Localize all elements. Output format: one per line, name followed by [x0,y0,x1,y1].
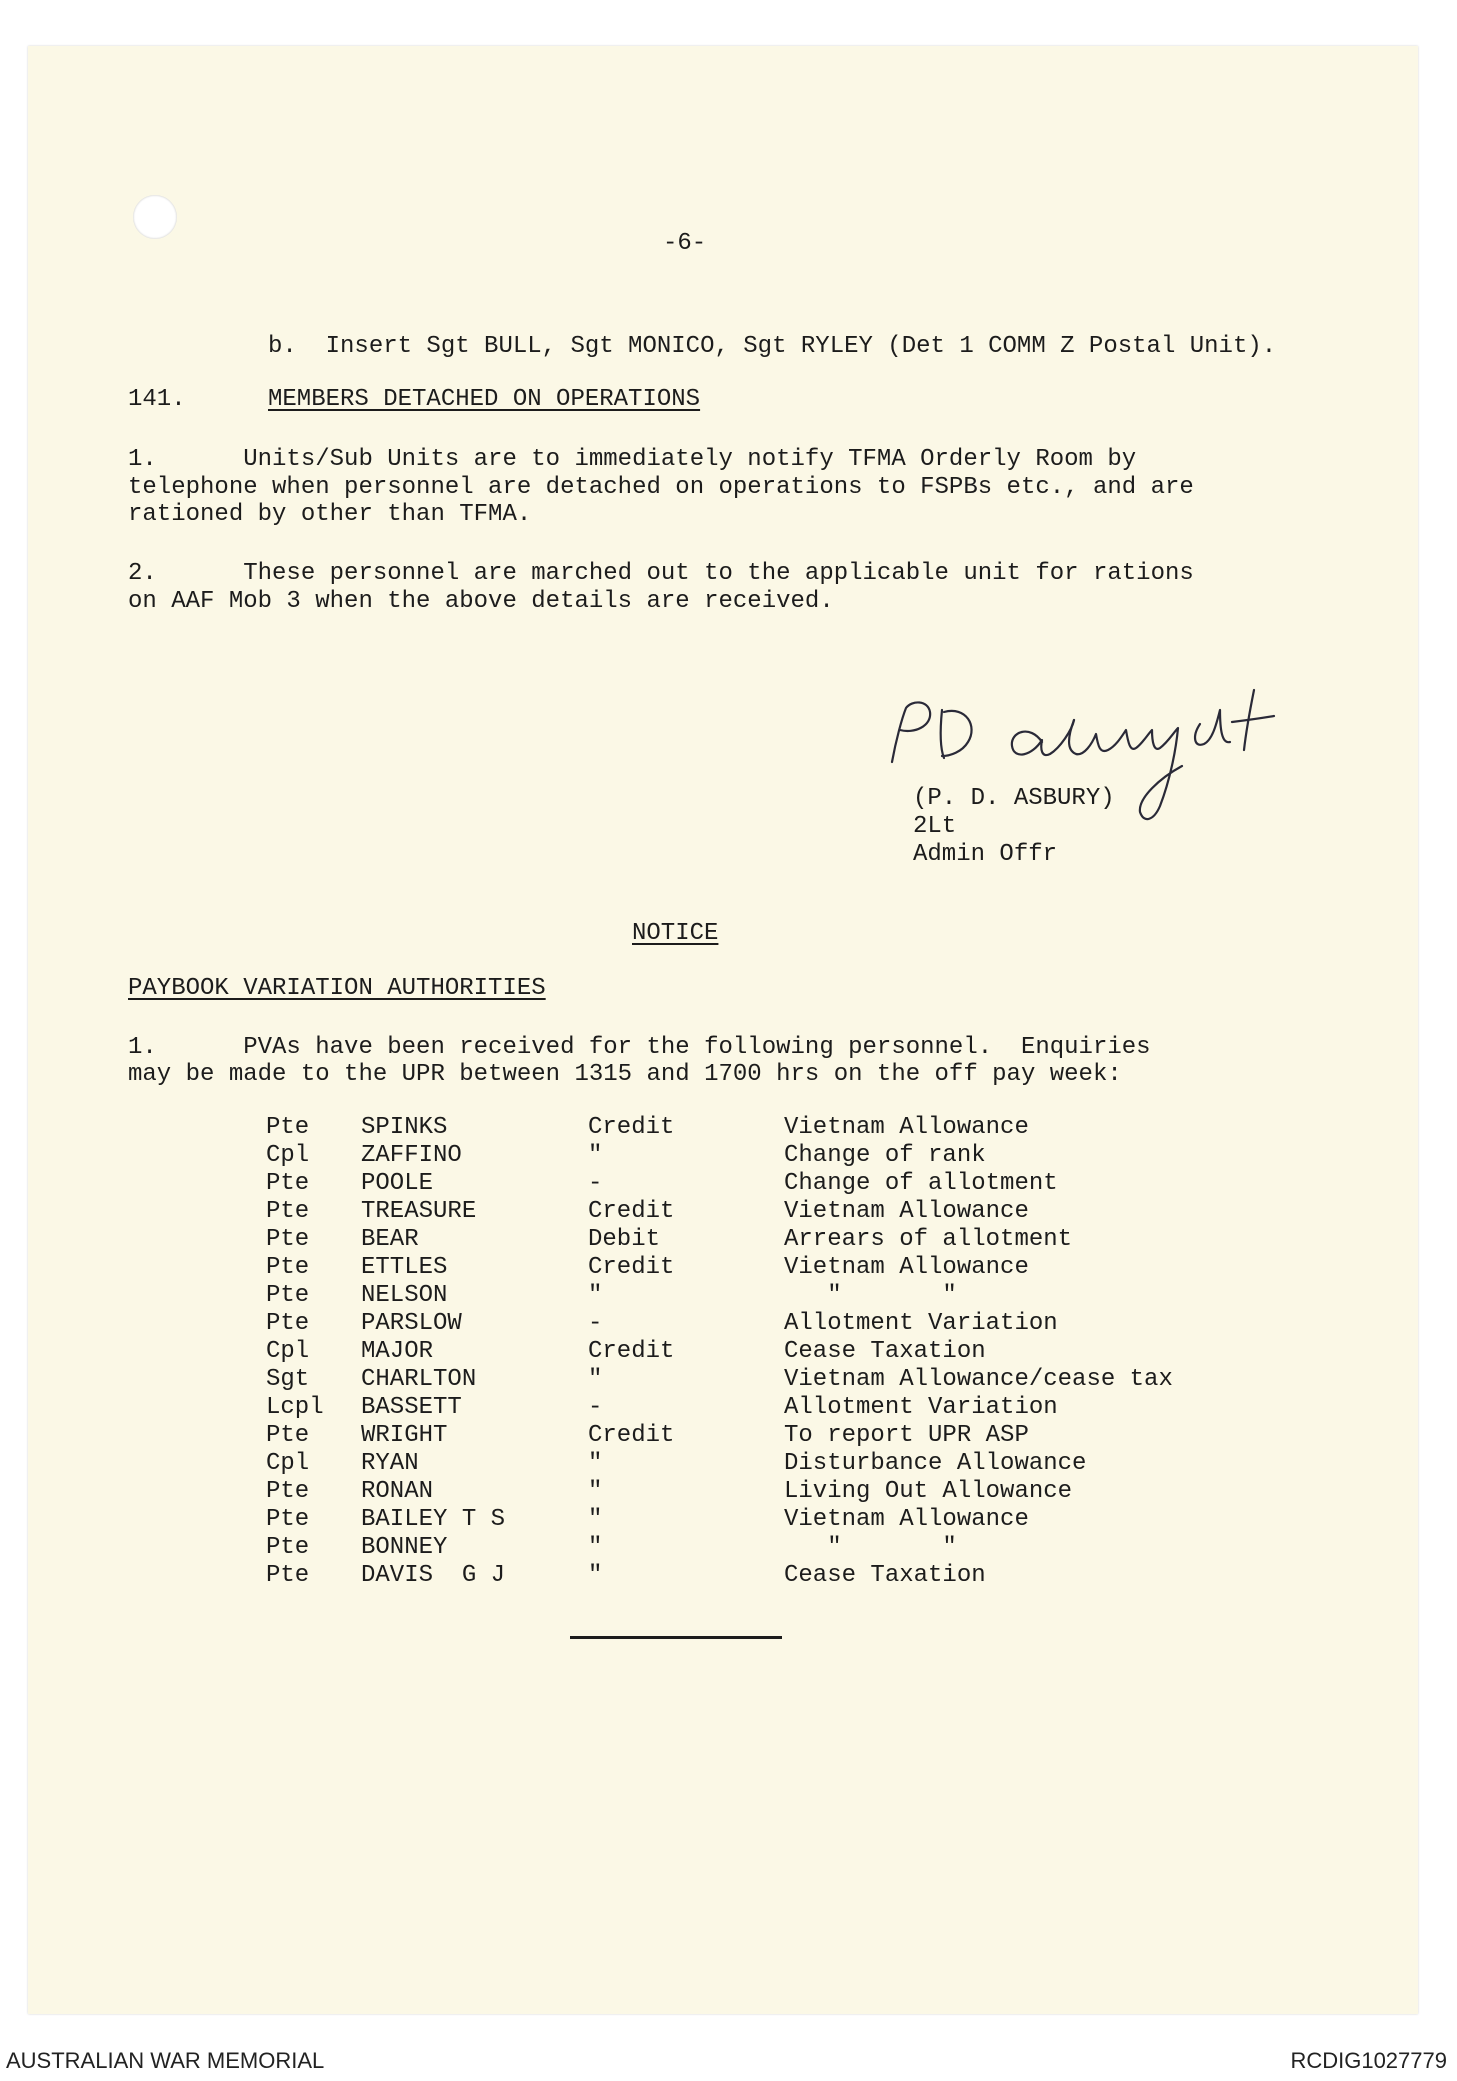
row-note: Cease Taxation [784,1562,986,1589]
pva-para1-line1: 1. PVAs have been received for the following personnel. Enquiries [128,1034,1151,1061]
end-divider [570,1636,782,1639]
row-type: Credit [588,1338,675,1365]
row-rank: Pte [266,1170,310,1197]
row-note: Vietnam Allowance [784,1114,1029,1141]
row-note: Allotment Variation [784,1394,1058,1421]
row-type: Credit [588,1254,675,1281]
row-type: " [588,1366,603,1393]
row-name: ZAFFINO [361,1142,462,1169]
table-row [266,1478,1184,1506]
punch-hole [133,195,177,239]
row-type: - [588,1170,603,1197]
row-note: Living Out Allowance [784,1478,1073,1505]
row-note: " " [784,1282,957,1309]
row-type: " [588,1534,603,1561]
pva-para1-line2: may be made to the UPR between 1315 and 1700 hrs on the off pay week: [128,1061,1122,1088]
row-note: Vietnam Allowance/cease tax [784,1366,1173,1393]
row-name: SPINKS [361,1114,448,1141]
row-type: " [588,1562,603,1589]
table-row [266,1198,1184,1226]
row-rank: Pte [266,1226,310,1253]
row-note: To report UPR ASP [784,1422,1029,1449]
row-note: Change of rank [784,1142,986,1169]
row-note: Disturbance Allowance [784,1450,1087,1477]
table-row [266,1170,1184,1198]
row-rank: Pte [266,1422,310,1449]
footer-record-id: RCDIG1027779 [1290,2048,1447,2073]
row-note: Vietnam Allowance [784,1254,1029,1281]
row-name: BEAR [361,1226,419,1253]
section-title: MEMBERS DETACHED ON OPERATIONS [268,386,701,413]
row-name: BONNEY [361,1534,448,1561]
table-row [266,1366,1184,1394]
row-name: DAVIS G J [361,1562,506,1589]
row-rank: Sgt [266,1366,310,1393]
table-row [266,1450,1184,1478]
table-row [266,1534,1184,1562]
table-row [266,1422,1184,1450]
row-type: " [588,1450,603,1477]
table-row [266,1142,1184,1170]
row-name: RONAN [361,1478,434,1505]
row-name: NELSON [361,1282,448,1309]
row-rank: Cpl [266,1450,310,1477]
row-rank: Cpl [266,1338,310,1365]
row-name: PARSLOW [361,1310,462,1337]
row-rank: Pte [266,1254,310,1281]
table-row [266,1282,1184,1310]
item-b-text: b. Insert Sgt BULL, Sgt MONICO, Sgt RYLEY (Det 1 COMM Z Postal Unit). [268,333,1277,360]
row-type: " [588,1142,603,1169]
row-name: BASSETT [361,1394,462,1421]
table-row [266,1226,1184,1254]
table-row [266,1562,1184,1590]
table-row [266,1394,1184,1422]
pva-title: PAYBOOK VARIATION AUTHORITIES [128,975,546,1002]
table-row [266,1338,1184,1366]
row-rank: Pte [266,1506,310,1533]
row-type: Credit [588,1198,675,1225]
row-rank: Pte [266,1478,310,1505]
footer-archive-name: AUSTRALIAN WAR MEMORIAL [6,2048,325,2073]
notice-heading: NOTICE [632,920,719,947]
row-rank: Pte [266,1282,310,1309]
row-type: " [588,1282,603,1309]
row-rank: Pte [266,1114,310,1141]
row-name: RYAN [361,1450,419,1477]
row-name: POOLE [361,1170,434,1197]
row-type: - [588,1394,603,1421]
row-note: Cease Taxation [784,1338,986,1365]
pva-table [266,1114,1184,1590]
row-type: " [588,1478,603,1505]
row-note: Vietnam Allowance [784,1506,1029,1533]
signatory-name: (P. D. ASBURY) [913,785,1115,812]
row-note: Change of allotment [784,1170,1058,1197]
row-type: Credit [588,1422,675,1449]
row-note: " " [784,1534,957,1561]
row-name: MAJOR [361,1338,434,1365]
row-name: ETTLES [361,1254,448,1281]
row-type: - [588,1310,603,1337]
row-rank: Cpl [266,1142,310,1169]
row-rank: Pte [266,1198,310,1225]
signatory-appointment: Admin Offr [913,841,1058,868]
section-number: 141. [128,386,186,413]
row-name: WRIGHT [361,1422,448,1449]
row-note: Vietnam Allowance [784,1198,1029,1225]
table-row [266,1310,1184,1338]
section-para2-line1: 2. These personnel are marched out to the applicable unit for rations [128,560,1194,587]
row-type: " [588,1506,603,1533]
page-number: -6- [663,230,707,257]
row-name: BAILEY T S [361,1506,506,1533]
row-note: Allotment Variation [784,1310,1058,1337]
row-rank: Pte [266,1534,310,1561]
row-rank: Pte [266,1562,310,1589]
section-para1-line1: 1. Units/Sub Units are to immediately notify TFMA Orderly Room by [128,446,1137,473]
signatory-rank: 2Lt [913,813,957,840]
section-para2-line2: on AAF Mob 3 when the above details are received. [128,588,834,615]
row-type: Credit [588,1114,675,1141]
row-note: Arrears of allotment [784,1226,1073,1253]
row-type: Debit [588,1226,661,1253]
row-name: TREASURE [361,1198,477,1225]
table-row [266,1114,1184,1142]
section-para1-line2: telephone when personnel are detached on operations to FSPBs etc., and are [128,474,1194,501]
section-para1-line3: rationed by other than TFMA. [128,501,532,528]
row-rank: Pte [266,1310,310,1337]
table-row [266,1506,1184,1534]
row-name: CHARLTON [361,1366,477,1393]
table-row [266,1254,1184,1282]
row-rank: Lcpl [266,1394,324,1421]
